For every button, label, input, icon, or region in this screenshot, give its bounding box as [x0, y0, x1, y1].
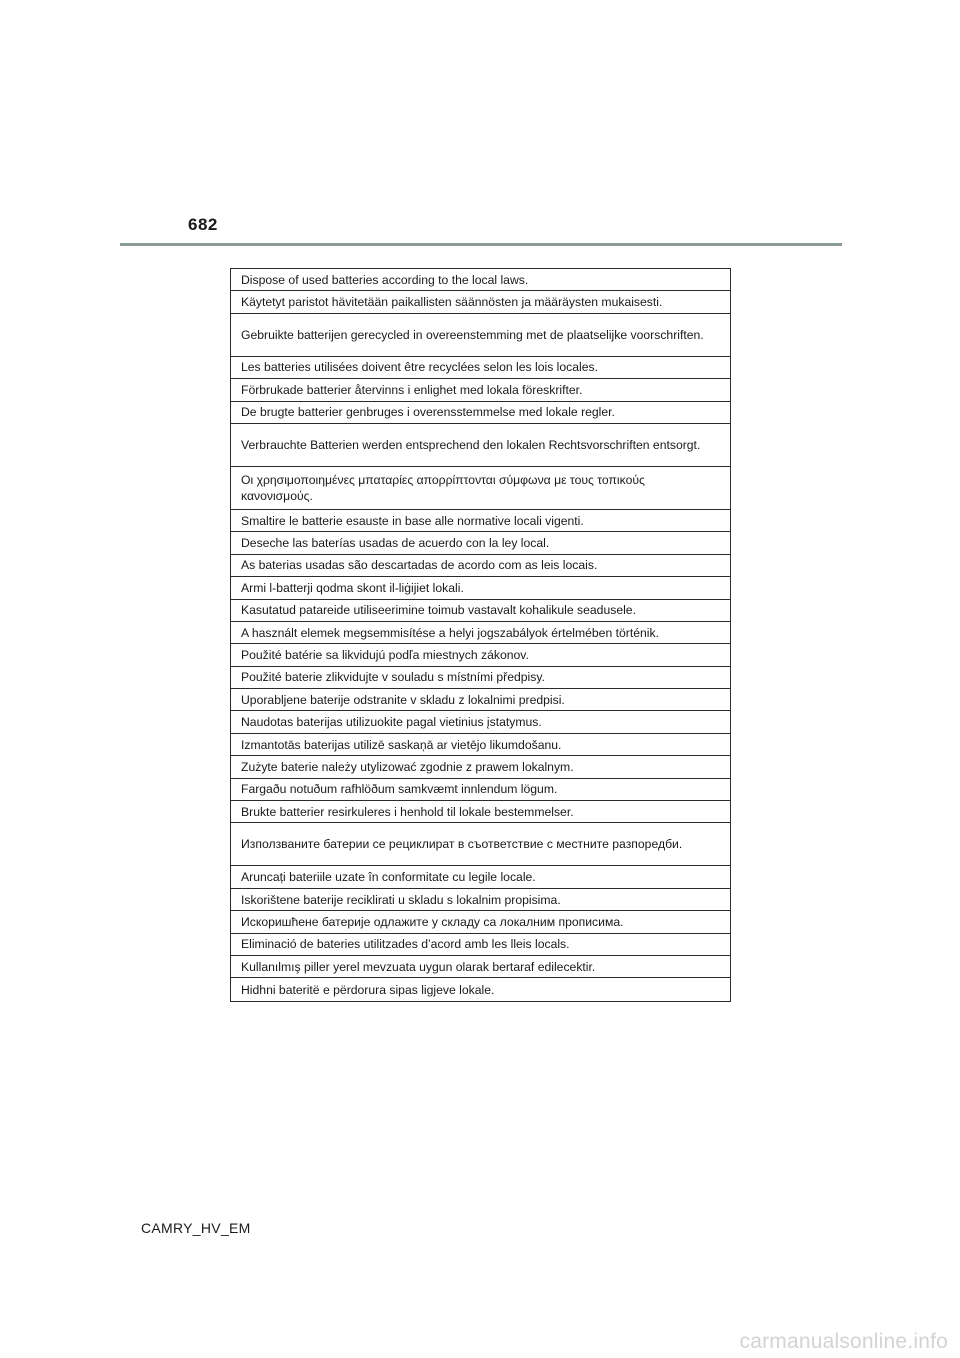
table-row	[231, 978, 730, 1000]
notice-text: Eliminació de bateries utilitzades d’acord amb les lleis locals.	[241, 937, 570, 952]
table-row	[231, 667, 730, 689]
battery-disposal-table	[230, 268, 731, 1002]
page-number: 682	[188, 215, 218, 234]
notice-text: De brugte batterier genbruges i overensstemmelse med lokale regler.	[241, 405, 615, 420]
watermark: carmanualsonline.info	[739, 1330, 948, 1353]
model-code: CAMRY_HV_EM	[141, 1220, 251, 1236]
notice-text: Les batteries utilisées doivent être recyclées selon les lois locales.	[241, 360, 599, 375]
notice-text: Искоришћене батерије одлажите у складу са локалним прописима.	[241, 914, 624, 929]
notice-text: Οι χρησιμοποιημένες μπαταρίες απορρίπτονται σύμφωνα με τους τοπικούς κανονισμούς.	[241, 472, 645, 503]
notice-text: Използваните батерии се рециклират в съответствие с местните разпоредби.	[241, 837, 683, 852]
table-row	[231, 801, 730, 823]
table-row	[231, 779, 730, 801]
notice-text: Hidhni bateritë e përdorura sipas ligjeve lokale.	[241, 982, 495, 997]
table-row	[231, 600, 730, 622]
table-row	[231, 577, 730, 599]
table-row	[231, 956, 730, 978]
notice-text: Armi l-batterji qodma skont il-liġijiet lokali.	[241, 580, 464, 595]
notice-text: Aruncați bateriile uzate în conformitate cu legile locale.	[241, 870, 536, 885]
table-row	[231, 555, 730, 577]
notice-text: Kasutatud patareide utiliseerimine toimub vastavalt kohalikule seadusele.	[241, 603, 636, 618]
notice-text: Fargaðu notuðum rafhlöðum samkvæmt innlendum lögum.	[241, 782, 558, 797]
table-row	[231, 532, 730, 554]
table-row	[231, 866, 730, 888]
table-row	[231, 911, 730, 933]
table-row	[231, 402, 730, 424]
notice-text: Kullanılmış piller yerel mevzuata uygun olarak bertaraf edilecektir.	[241, 959, 596, 974]
table-row	[231, 711, 730, 733]
table-row	[231, 424, 730, 467]
notice-text: Förbrukade batterier återvinns i enlighet med lokala föreskrifter.	[241, 382, 583, 397]
notice-text: Izmantotās baterijas utilizē saskaņā ar vietējo likumdošanu.	[241, 737, 562, 752]
table-row	[231, 644, 730, 666]
table-row	[231, 734, 730, 756]
header-divider	[120, 243, 842, 246]
notice-text: Použité batérie sa likvidujú podľa miestnych zákonov.	[241, 647, 529, 662]
notice-text: Iskorištene baterije reciklirati u skladu s lokalnim propisima.	[241, 892, 561, 907]
notice-text: Käytetyt paristot hävitetään paikallisten säännösten ja määräysten mukaisesti.	[241, 295, 663, 310]
table-row	[231, 689, 730, 711]
notice-text: Zużyte baterie należy utylizować zgodnie z prawem lokalnym.	[241, 759, 574, 774]
notice-text: Deseche las baterías usadas de acuerdo con la ley local.	[241, 536, 550, 551]
notice-text: Smaltire le batterie esauste in base alle normative locali vigenti.	[241, 513, 584, 528]
table-row	[231, 269, 730, 291]
notice-text: Dispose of used batteries according to the local laws.	[241, 272, 529, 287]
table-row	[231, 622, 730, 644]
notice-text: Brukte batterier resirkuleres i henhold til lokale bestemmelser.	[241, 804, 574, 819]
table-row	[231, 379, 730, 401]
table-row	[231, 291, 730, 313]
notice-text: A használt elemek megsemmisítése a helyi jogszabályok értelmében történik.	[241, 625, 659, 640]
table-row	[231, 934, 730, 956]
notice-text: Použité baterie zlikvidujte v souladu s místními předpisy.	[241, 670, 545, 685]
table-row	[231, 823, 730, 866]
table-row	[231, 314, 730, 357]
table-row	[231, 357, 730, 379]
notice-text: Naudotas baterijas utilizuokite pagal vietinius įstatymus.	[241, 715, 542, 730]
table-row	[231, 756, 730, 778]
table-row	[231, 510, 730, 532]
notice-text: As baterias usadas são descartadas de acordo com as leis locais.	[241, 558, 598, 573]
table-row	[231, 467, 730, 510]
notice-text: Uporabljene baterije odstranite v skladu z lokalnimi predpisi.	[241, 692, 565, 707]
notice-text: Gebruikte batterijen gerecycled in overeenstemming met de plaatselijke voorschriften.	[241, 327, 704, 342]
table-row	[231, 889, 730, 911]
notice-text: Verbrauchte Batterien werden entsprechend den lokalen Rechtsvorschriften entsorgt.	[241, 437, 701, 452]
